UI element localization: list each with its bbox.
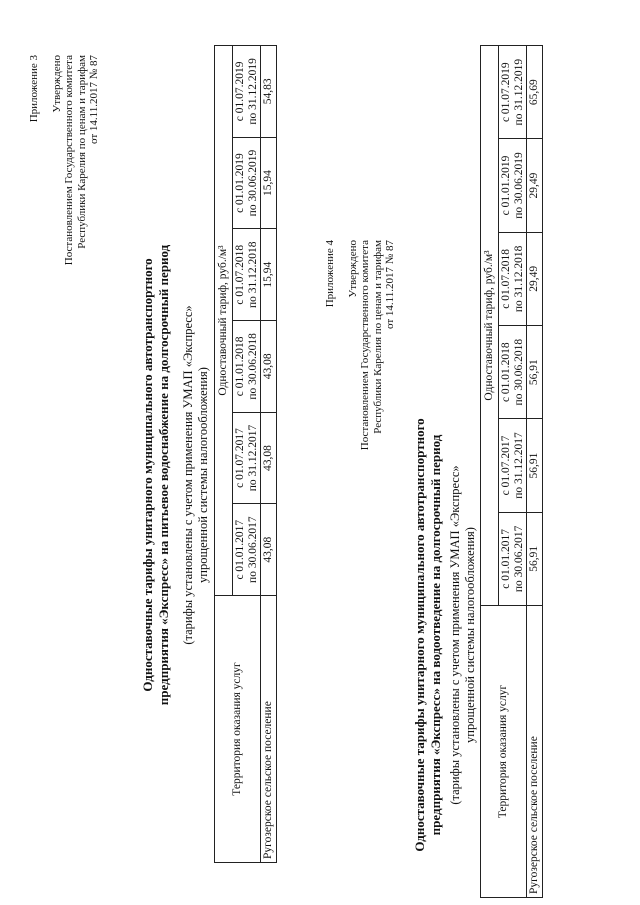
table-header-row bbox=[215, 46, 233, 863]
appendix-block bbox=[324, 240, 397, 450]
territory-cell: Ругозерское сельское поселение bbox=[527, 606, 543, 898]
approved-by-line: Постановлением Государственного комитета bbox=[63, 55, 75, 266]
subtitle-line: (тарифы установлены с учетом применения УМАП «Экспресс» bbox=[448, 465, 462, 805]
title-line: предприятия «Экспресс» на питьевое водоснабжение на долгосрочный период bbox=[156, 244, 171, 706]
appendix-number: Приложение 4 bbox=[324, 240, 336, 308]
tariff-value: 29,49 bbox=[527, 139, 543, 232]
period-header: с 01.01.2019 по 30.06.2019 bbox=[233, 137, 261, 229]
approved-by-line: Постановлением Государственного комитета bbox=[359, 240, 371, 451]
tariff-value: 56,91 bbox=[527, 512, 543, 605]
approved-label: Утверждено bbox=[50, 55, 63, 113]
period-header: с 01.07.2017 по 31.12.2017 bbox=[499, 419, 527, 512]
subtitle-line: упрощенной системы налогообложения) bbox=[463, 527, 477, 743]
appendix-block bbox=[28, 55, 101, 265]
subtitle-line: (тарифы установлены с учетом применения УМАП «Экспресс» bbox=[181, 305, 195, 645]
period-header: с 01.01.2019 по 30.06.2019 bbox=[499, 139, 527, 232]
period-header: с 01.01.2017 по 30.06.2017 bbox=[233, 504, 261, 596]
tariff-value: 15,94 bbox=[261, 229, 277, 321]
period-header: с 01.07.2018 по 31.12.2018 bbox=[499, 232, 527, 325]
tariff-value: 65,69 bbox=[527, 46, 543, 139]
territory-header: Территория оказания услуг bbox=[215, 596, 261, 863]
territory-cell: Ругозерское сельское поселение bbox=[261, 596, 277, 863]
tariff-value: 43,08 bbox=[261, 321, 277, 413]
territory-header: Территория оказания услуг bbox=[481, 606, 527, 898]
approved-label: Утверждено bbox=[346, 240, 359, 298]
tariff-value: 56,91 bbox=[527, 419, 543, 512]
tariff-value: 15,94 bbox=[261, 137, 277, 229]
document-subtitle bbox=[448, 375, 478, 895]
tariff-value: 56,91 bbox=[527, 326, 543, 419]
title-line: Одноставочные тарифы унитарного муниципального автотранспортного bbox=[412, 418, 427, 852]
subtitle-line: упрощенной системы налогообложения) bbox=[196, 367, 210, 583]
table-header-row bbox=[481, 46, 499, 898]
period-header: с 01.01.2018 по 30.06.2018 bbox=[233, 321, 261, 413]
period-header: с 01.07.2019 по 31.12.2019 bbox=[233, 46, 261, 138]
appendix-number: Приложение 3 bbox=[28, 55, 40, 123]
period-header: с 01.01.2017 по 30.06.2017 bbox=[499, 512, 527, 605]
document-subtitle bbox=[181, 215, 211, 735]
approved-by-line: Республики Карелия по ценам и тарифам bbox=[371, 240, 384, 434]
tariff-value: 29,49 bbox=[527, 232, 543, 325]
table-row bbox=[261, 46, 277, 863]
approved-date-line: от 14.11.2017 № 87 bbox=[88, 55, 100, 144]
period-header: с 01.01.2018 по 30.06.2018 bbox=[499, 326, 527, 419]
tariff-value: 43,08 bbox=[261, 412, 277, 504]
period-header: с 01.07.2019 по 31.12.2019 bbox=[499, 46, 527, 139]
approved-date-line: от 14.11.2017 № 87 bbox=[384, 240, 396, 329]
title-line: предприятия «Экспресс» на водоотведение на долгосрочный период bbox=[428, 434, 443, 836]
period-header: с 01.07.2017 по 31.12.2017 bbox=[233, 412, 261, 504]
table-row bbox=[527, 46, 543, 898]
document-title bbox=[140, 215, 172, 735]
tariff-header: Одноставочный тариф, руб./м³ bbox=[215, 46, 233, 596]
tariff-table bbox=[214, 45, 277, 863]
approved-by-line: Республики Карелия по ценам и тарифам bbox=[75, 55, 88, 249]
tariff-header: Одноставочный тариф, руб./м³ bbox=[481, 46, 499, 606]
tariff-value: 54,83 bbox=[261, 46, 277, 138]
tariff-value: 43,08 bbox=[261, 504, 277, 596]
period-header: с 01.07.2018 по 31.12.2018 bbox=[233, 229, 261, 321]
document-title bbox=[412, 375, 444, 895]
title-line: Одноставочные тарифы унитарного муниципального автотранспортного bbox=[140, 258, 155, 692]
tariff-table bbox=[480, 45, 543, 898]
